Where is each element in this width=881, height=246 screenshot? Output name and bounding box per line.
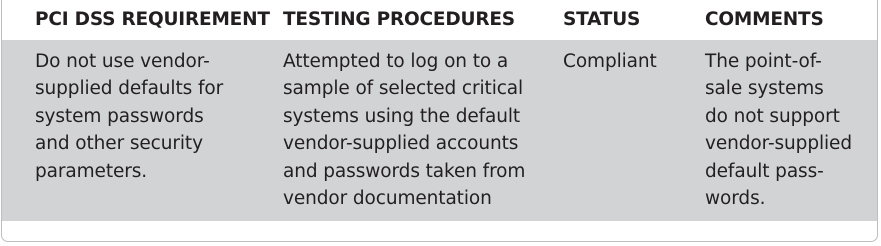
- comments-line: default pass-: [705, 160, 824, 182]
- header-status: STATUS: [563, 9, 641, 30]
- comments-line: words.: [705, 188, 766, 210]
- table-header-row: [2, 0, 877, 40]
- requirement-line: system passwords: [35, 105, 204, 127]
- pci-requirements-table: [1, 0, 878, 242]
- cell-requirement: [35, 48, 223, 185]
- procedures-line: and passwords taken from: [283, 160, 526, 182]
- header-comments: COMMENTS: [705, 9, 824, 30]
- cell-testing-procedures: [283, 48, 525, 212]
- procedures-line: Attempted to log on to a: [283, 51, 509, 72]
- procedures-line: vendor documentation: [283, 188, 492, 210]
- cell-comments: [705, 48, 852, 212]
- cell-status: [563, 48, 657, 75]
- procedures-line: systems using the default: [283, 105, 521, 127]
- comments-line: vendor-supplied: [705, 133, 852, 155]
- header-testing-procedures: TESTING PROCEDURES: [283, 9, 515, 30]
- procedures-line: sample of selected critical: [283, 78, 524, 100]
- status-text: Compliant: [563, 51, 657, 72]
- requirement-line: and other security: [35, 133, 203, 155]
- procedures-line: vendor-supplied accounts: [283, 133, 519, 155]
- requirement-line: supplied defaults for: [35, 78, 224, 100]
- header-requirement: PCI DSS REQUIREMENT: [35, 9, 270, 30]
- requirement-line: Do not use vendor-: [35, 51, 210, 72]
- comments-line: The point-of-: [705, 51, 822, 72]
- comments-line: sale systems: [705, 78, 824, 100]
- requirement-line: parameters.: [35, 160, 148, 182]
- comments-line: do not support: [705, 105, 840, 127]
- table-row: [2, 40, 877, 221]
